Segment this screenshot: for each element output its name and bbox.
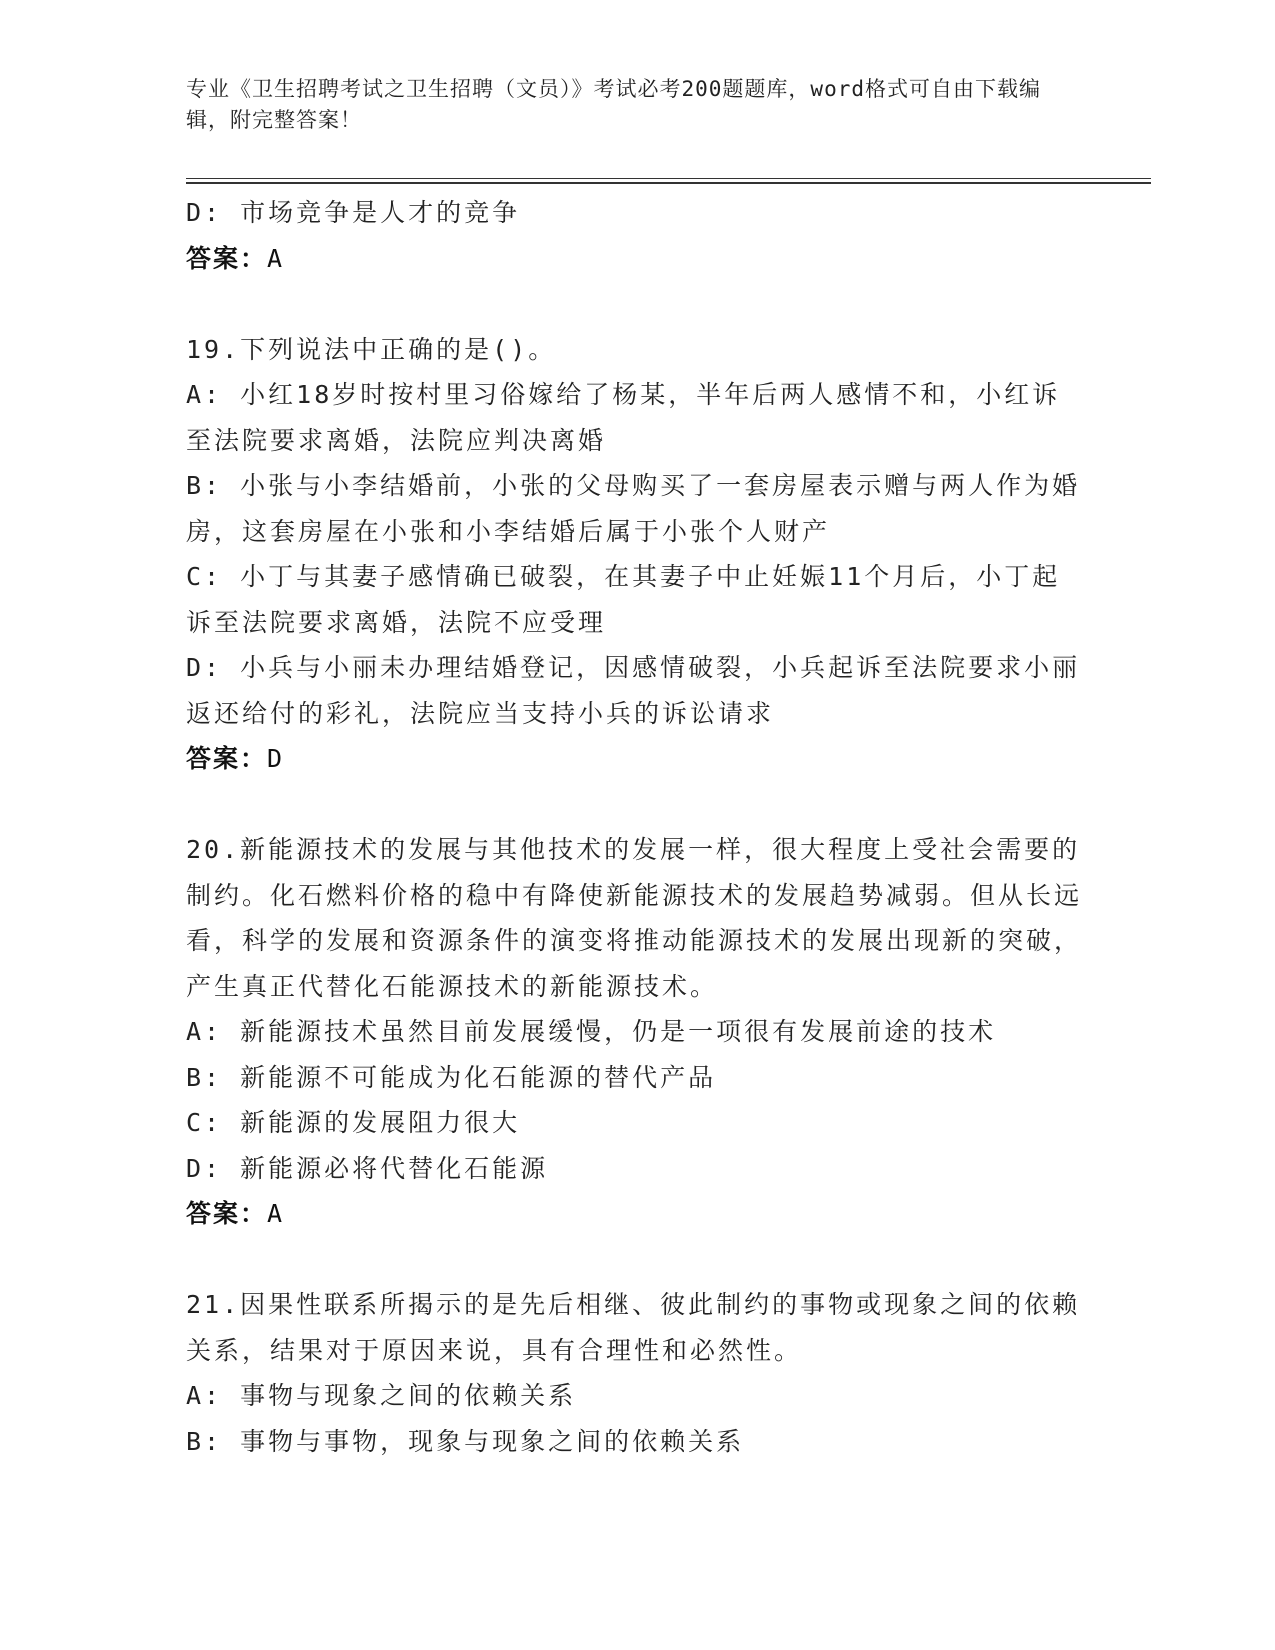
q19-option-b: B: 小张与小李结婚前，小张的父母购买了一套房屋表示赠与两人作为婚房，这套房屋在小张和小李结婚后属于小张个人财产 bbox=[186, 471, 1081, 546]
q19-stem: 19.下列说法中正确的是()。 bbox=[186, 334, 557, 364]
q21-stem: 21.因果性联系所揭示的是先后相继、彼此制约的事物或现象之间的依赖关系，结果对于原因来说，具有合理性和必然性。 bbox=[186, 1290, 1081, 1365]
q20-option-a: A: 新能源技术虽然目前发展缓慢，仍是一项很有发展前途的技术 bbox=[186, 1017, 997, 1046]
answer-letter: D bbox=[267, 744, 285, 773]
q20-option-b: B: 新能源不可能成为化石能源的替代产品 bbox=[186, 1062, 717, 1092]
q19-answer bbox=[186, 736, 1086, 782]
q18-answer bbox=[186, 236, 1086, 282]
answer-label: 答案： bbox=[186, 243, 268, 273]
document-body bbox=[186, 190, 1086, 1464]
q19-option-c: C: 小丁与其妻子感情确已破裂，在其妻子中止妊娠11个月后，小丁起诉至法院要求离婚，法院不应受理 bbox=[186, 562, 1061, 637]
spacer bbox=[186, 1237, 1086, 1283]
q20-option-d: D: 新能源必将代替化石能源 bbox=[186, 1153, 549, 1183]
header-divider-thick bbox=[186, 182, 1151, 184]
q19-option-a: A: 小红18岁时按村里习俗嫁给了杨某，半年后两人感情不和，小红诉至法院要求离婚，法院应判决离婚 bbox=[186, 380, 1061, 455]
q19-option-d: D: 小兵与小丽未办理结婚登记，因感情破裂，小兵起诉至法院要求小丽返还给付的彩礼，法院应当支持小兵的诉讼请求 bbox=[186, 653, 1081, 728]
answer-letter: A bbox=[267, 243, 285, 273]
q20-answer bbox=[186, 1191, 1086, 1237]
q21-option-a: A: 事物与现象之间的依赖关系 bbox=[186, 1381, 577, 1410]
answer-letter: A bbox=[267, 1199, 285, 1228]
document-header: 专业《卫生招聘考试之卫生招聘（文员）》考试必考200题题库，word格式可自由下载编辑，附完整答案！ bbox=[186, 77, 1041, 132]
q21-option-b: B: 事物与事物，现象与现象之间的依赖关系 bbox=[186, 1426, 745, 1456]
q20-option-c: C: 新能源的发展阻力很大 bbox=[186, 1108, 521, 1137]
spacer bbox=[186, 281, 1086, 327]
q20-stem: 20.新能源技术的发展与其他技术的发展一样，很大程度上受社会需要的制约。化石燃料价格的稳中有降使新能源技术的发展趋势减弱。但从长远看，科学的发展和资源条件的演变将推动能源技术的发展出现新的突破，产生真正代替化石能源技术的新能源技术。 bbox=[186, 835, 1083, 1001]
q18-option-d: D: 市场竞争是人才的竞争 bbox=[186, 198, 521, 227]
answer-label: 答案： bbox=[186, 744, 268, 773]
spacer bbox=[186, 782, 1086, 828]
header-divider-thin bbox=[186, 178, 1151, 179]
answer-label: 答案： bbox=[186, 1199, 268, 1228]
